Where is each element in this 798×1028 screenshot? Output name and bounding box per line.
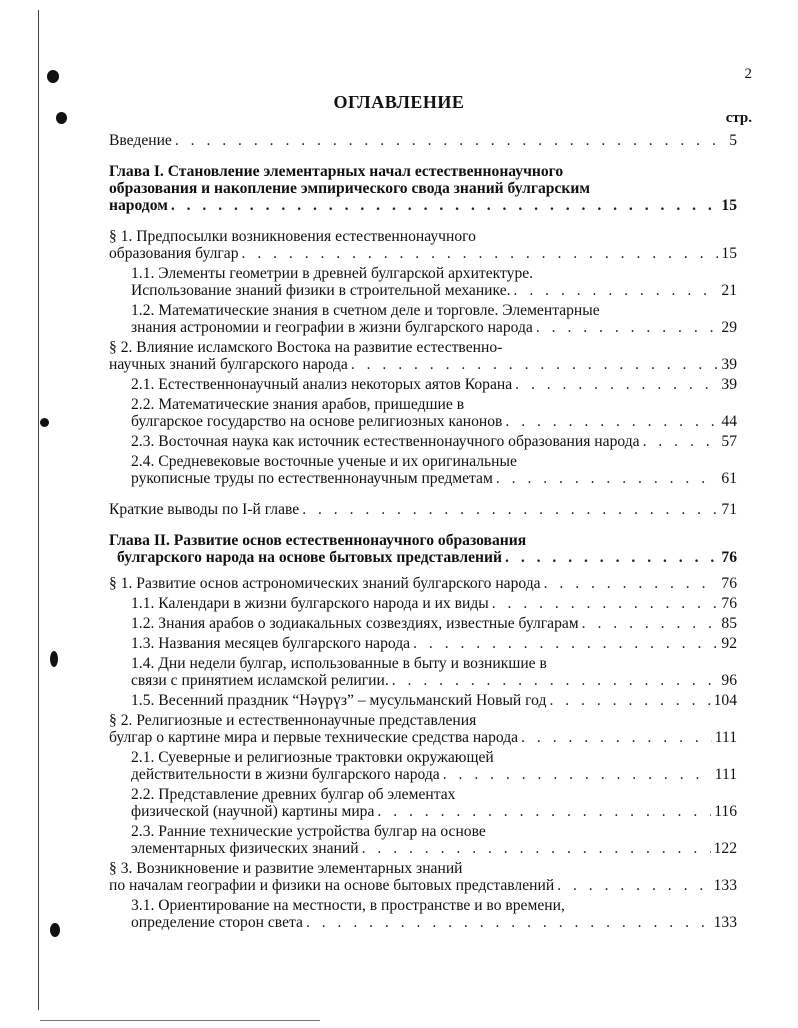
toc-page-number: 92 [721,635,737,652]
dot-leader [377,803,711,820]
toc-entry-text: 2.1. Суеверные и религиозные трактовки окружающей [131,749,494,766]
toc-entry-text: Использование знаний физики в строительной механике. [131,282,511,299]
toc-entry-text: 1.1. Элементы геометрии в древней булгарской архитектуре. [131,265,534,282]
pages-column-label: стр. [725,110,752,126]
toc-entry [131,786,737,820]
toc-entry-text: Введение [109,132,172,149]
toc-entry-text: научных знаний булгарского народа [109,356,348,373]
toc-page-number: 133 [713,877,737,894]
toc-entry [131,615,737,632]
toc-entry-text: по началам географии и физики на основе бытовых представлений [109,877,555,894]
toc-entry-text: 1.2. Знания арабов о зодиакальных созвездиях, известные булгарам [131,615,579,632]
table-of-contents [109,132,737,931]
toc-entry-text: действительности в жизни булгарского народа [131,766,440,783]
dot-leader [536,319,719,336]
toc-entry-text: 2.2. Представление древних булгар об элементах [131,786,456,803]
toc-entry-text: булгар о картине мира и первые технические средства народа [109,729,519,746]
toc-entry [109,132,737,149]
toc-entry-text: 2.1. Естественнонаучный анализ некоторых аятов Корана [131,376,513,393]
dot-leader [302,501,718,518]
toc-entry-text: булгарского народа на основе бытовых представлений [117,549,503,566]
toc-page-number: 61 [721,470,737,487]
toc-entry-text: народом [109,197,168,214]
page-title: ОГЛАВЛЕНИЕ [333,92,465,112]
toc-page-number: 96 [721,672,737,689]
toc-entry-text: образования булгар [109,245,239,262]
scan-blot [47,70,59,83]
dot-leader [306,914,711,931]
dot-leader [392,672,719,689]
toc-entry [109,860,737,894]
toc-entry-text: 2.4. Средневековые восточные ученые и их оригинальные [131,453,517,470]
dot-leader [351,356,719,373]
toc-entry-text: 2.2. Математические знания арабов, пришедшие в [131,396,465,413]
toc-entry [131,655,737,689]
toc-entry [109,501,737,518]
toc-entry-text: связи с принятием исламской религии. [131,672,389,689]
dot-leader [171,197,719,214]
toc-page-number: 39 [721,356,737,373]
toc-page-number: 85 [721,615,737,632]
toc-entry [131,433,737,450]
toc-entry [109,712,737,746]
toc-entry-text: рукописные труды по естественнонаучным предметам [131,470,493,487]
dot-leader [514,282,719,299]
toc-entry [131,692,737,709]
toc-entry [131,635,737,652]
dot-leader [496,470,719,487]
toc-page-number: 44 [721,413,737,430]
toc-entry-text: § 1. Предпосылки возникновения естественнонаучного [109,228,476,245]
dot-leader [413,635,718,652]
toc-entry-text: Краткие выводы по I-й главе [109,501,300,518]
bottom-edge-line [40,1020,320,1021]
toc-entry-text: физической (научной) картины мира [131,803,375,820]
toc-entry-text: знания астрономии и географии в жизни булгарского народа [131,319,533,336]
toc-page-number: 57 [721,433,737,450]
page-number: 2 [744,66,752,82]
dot-leader [492,595,719,612]
dot-leader [515,376,718,393]
toc-entry-text: Глава I. Становление элементарных начал естественнонаучного [109,163,564,180]
toc-entry-text: 1.1. Календари в жизни булгарского народа и их виды [131,595,489,612]
dot-leader [643,433,719,450]
toc-entry [109,532,737,566]
toc-page-number: 111 [714,766,737,783]
dot-leader [544,575,719,592]
toc-page-number: 71 [721,501,737,518]
toc-entry [131,823,737,857]
toc-page-number: 133 [713,914,737,931]
toc-entry-text: определение сторон света [131,914,303,931]
dot-leader [175,132,726,149]
toc-entry [131,376,737,393]
toc-entry-text: § 1. Развитие основ астрономических знаний булгарского народа [109,575,541,592]
toc-page-number: 116 [714,803,737,820]
toc-page-number: 104 [713,692,737,709]
dot-leader [505,413,718,430]
toc-entry-text: 2.3. Восточная наука как источник естественнонаучного образования народа [131,433,640,450]
toc-entry-text: образования и накопление эмпирического свода знаний булгарским [109,180,590,197]
toc-entry-text: § 2. Влияние исламского Востока на развитие естественно- [109,339,503,356]
toc-entry [109,575,737,592]
toc-entry-text: 1.3. Названия месяцев булгарского народа [131,635,411,652]
dot-leader [505,549,718,566]
scan-blot [50,651,58,667]
dot-leader [557,877,710,894]
dot-leader [549,692,710,709]
left-margin-line [38,10,39,1010]
toc-entry [109,228,737,262]
toc-page-number: 111 [714,729,737,746]
toc-entry-text: § 2. Религиозные и естественнонаучные представления [109,712,477,729]
dot-leader [242,245,719,262]
toc-entry-text: 2.3. Ранние технические устройства булгар на основе [131,823,486,840]
toc-page-number: 15 [721,197,737,214]
toc-page-number: 29 [721,319,737,336]
toc-entry-text: элементарных физических знаний [131,840,359,857]
dot-leader [362,840,711,857]
toc-entry-text: 3.1. Ориентирование на местности, в пространстве и во времени, [131,897,565,914]
scan-blot [56,112,67,124]
toc-entry-text: 1.2. Математические знания в счетном деле и торговле. Элементарные [131,302,600,319]
toc-page-number: 122 [713,840,737,857]
toc-entry [131,396,737,430]
toc-page-number: 5 [729,132,737,149]
toc-page-number: 76 [721,549,737,566]
toc-entry [131,302,737,336]
dot-leader [521,729,712,746]
dot-leader [582,615,719,632]
toc-page-number: 76 [721,575,737,592]
toc-entry-text: 1.4. Дни недели булгар, использованные в быту и возникшие в [131,655,547,672]
scan-blot [50,923,60,937]
toc-entry [131,265,737,299]
toc-page-number: 21 [721,282,737,299]
dot-leader [443,766,712,783]
toc-entry-text: булгарское государство на основе религиозных канонов [131,413,503,430]
toc-page-number: 76 [721,595,737,612]
toc-entry-text: Глава II. Развитие основ естественнонаучного образования [109,532,527,549]
toc-entry-text: § 3. Возникновение и развитие элементарных знаний [109,860,463,877]
toc-entry [131,897,737,931]
toc-entry [109,339,737,373]
toc-entry [109,163,737,214]
toc-page-number: 15 [721,245,737,262]
toc-entry-text: 1.5. Весенний праздник “Нәүрүз” – мусульманский Новый год [131,692,547,709]
scan-blot [40,418,49,427]
toc-entry [131,595,737,612]
toc-entry [131,453,737,487]
toc-page-number: 39 [721,376,737,393]
toc-entry [131,749,737,783]
